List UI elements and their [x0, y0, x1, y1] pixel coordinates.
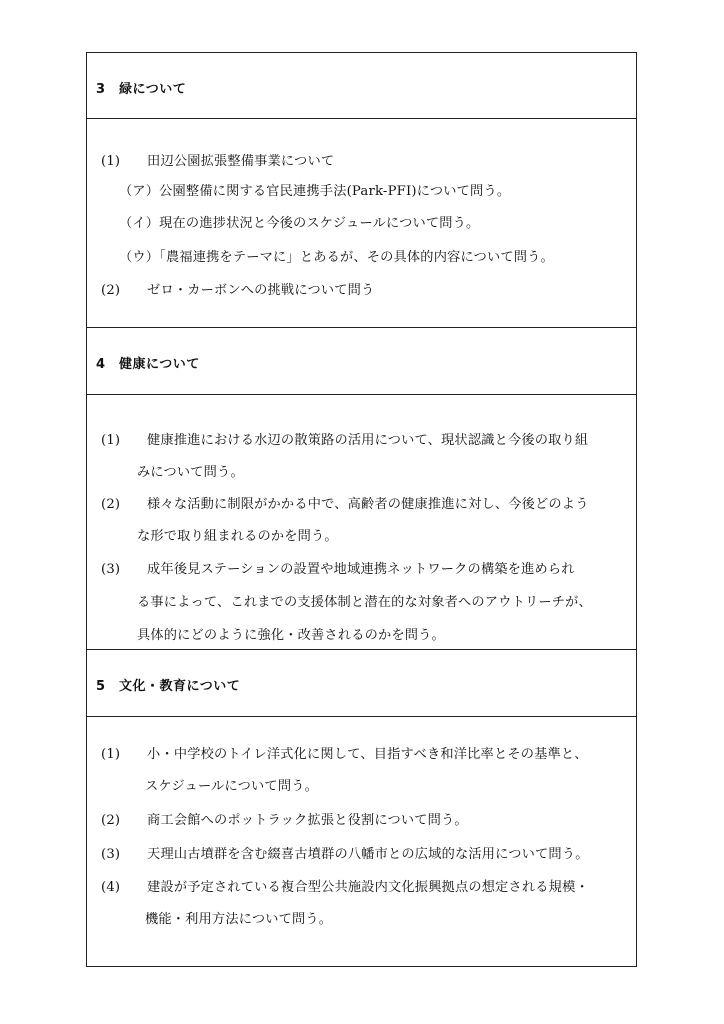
section-title: 4 健康について [96, 357, 200, 372]
question-line: 機能・利用方法について問う。 [145, 912, 333, 927]
section-title: 3 緑について [96, 82, 187, 97]
question-line: （ウ）「農福連携をテーマに」とあるが、その具体的内容について問う。 [119, 250, 554, 265]
question-line: (3) 成年後見ステーションの設置や地域連携ネットワークの構築を進められ [101, 562, 575, 577]
section-header-green [87, 53, 636, 119]
question-line: みについて問う。 [137, 465, 244, 480]
question-line: 具体的にどのように強化・改善されるのかを問う。 [137, 628, 445, 643]
question-line: (1) 小・中学校のトイレ洋式化に関して、目指すべき和洋比率とその基準と、 [101, 747, 588, 762]
question-line: (1) 健康推進における水辺の散策路の活用について、現状認識と今後の取り組 [101, 433, 589, 448]
question-line: (4) 建設が予定されている複合型公共施設内文化振興拠点の想定される規模・ [101, 880, 589, 895]
question-line: な形で取り組まれるのかを問う。 [137, 529, 338, 544]
question-line: (1) 田辺公園拡張整備事業について [101, 154, 335, 169]
question-line: (2) 様々な活動に制限がかかる中で、高齢者の健康推進に対し、今後どのよう [101, 497, 589, 512]
question-line: (2) 商工会館へのポットラック拡張と役割について問う。 [101, 813, 468, 828]
section-header-health [87, 327, 636, 395]
question-line: （イ）現在の進捗状況と今後のスケジュールについて問う。 [119, 216, 480, 231]
question-line: スケジュールについて問う。 [145, 779, 318, 794]
question-line: （ア）公園整備に関する官民連携手法(Park-PFI)について問う。 [119, 184, 511, 199]
question-table [86, 52, 637, 967]
question-line: (3) 天理山古墳群を含む綴喜古墳群の八幡市との広域的な活用について問う。 [101, 847, 589, 862]
question-line: (2) ゼロ・カーボンへの挑戦について問う [101, 283, 375, 298]
section-header-culture [87, 649, 636, 717]
section-title: 5 文化・教育について [96, 679, 241, 694]
question-line: る事によって、これまでの支援体制と潜在的な対象者へのアウトリーチが、 [137, 595, 592, 610]
